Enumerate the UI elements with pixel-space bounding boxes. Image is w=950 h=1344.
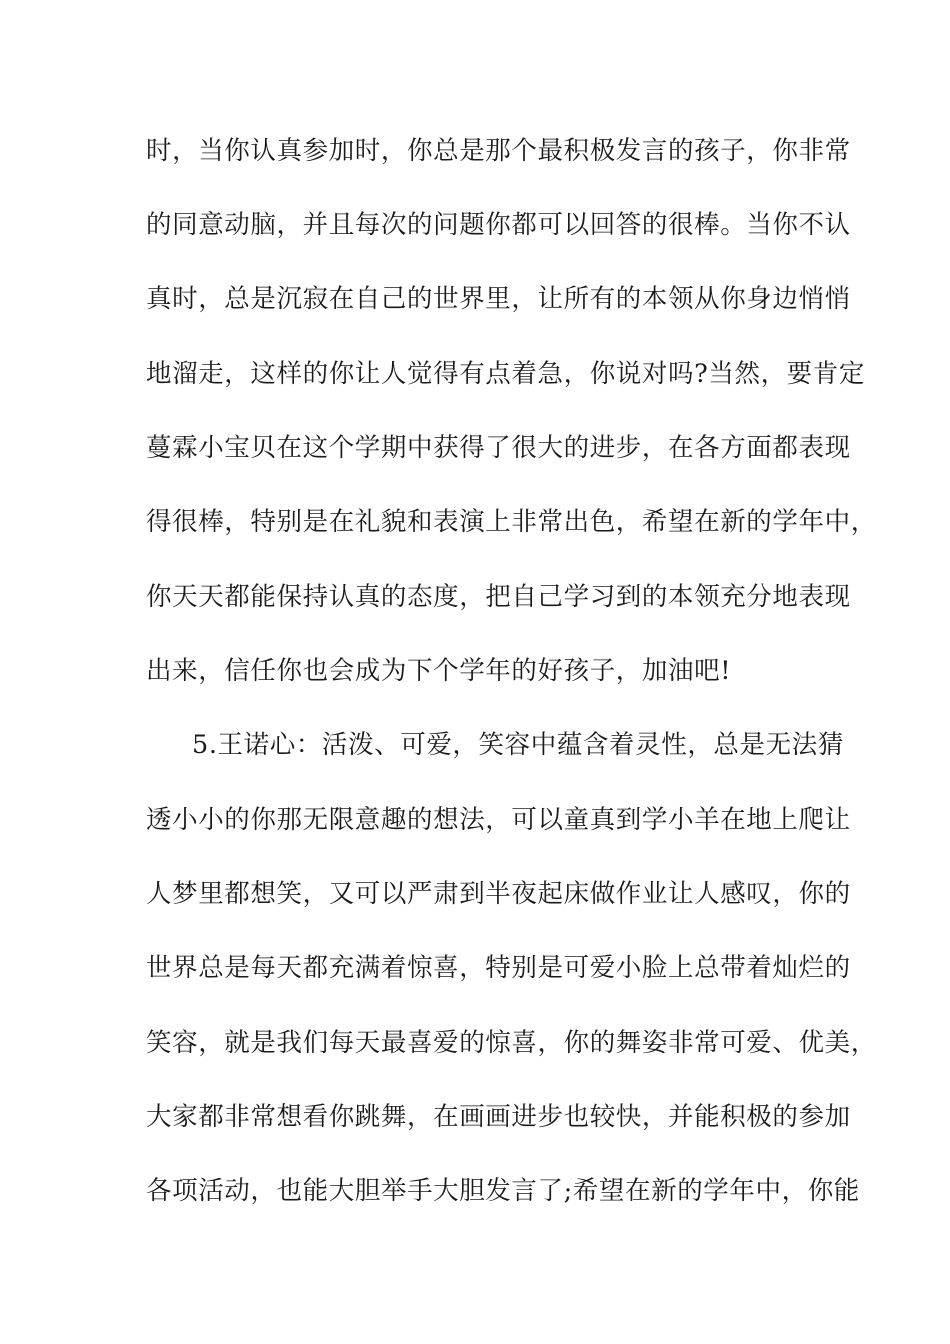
text-line: 人梦里都想笑，又可以严肃到半夜起床做作业让人感叹，你的 [146, 879, 851, 909]
text-line: 的同意动脑，并且每次的问题你都可以回答的很棒。当你不认 [146, 210, 851, 240]
text-line: 你天天都能保持认真的态度，把自己学习到的本领充分地表现 [146, 582, 851, 612]
text-line: 地溜走，这样的你让人觉得有点着急，你说对吗?当然，要肯定 [146, 359, 865, 389]
paragraph-first-line: 5.王诺心：活泼、可爱，笑容中蕴含着灵性，总是无法猜 [192, 730, 844, 760]
text-line: 得很棒，特别是在礼貌和表演上非常出色，希望在新的学年中， [146, 507, 877, 537]
text-line: 世界总是每天都充满着惊喜，特别是可爱小脸上总带着灿烂的 [146, 953, 851, 983]
text-line: 各项活动，也能大胆举手大胆发言了;希望在新的学年中，你能 [146, 1176, 860, 1206]
text-line: 大家都非常想看你跳舞，在画画进步也较快，并能积极的参加 [146, 1102, 851, 1132]
text-line: 笑容，就是我们每天最喜爱的惊喜，你的舞姿非常可爱、优美， [146, 1028, 877, 1058]
text-line: 蔓霖小宝贝在这个学期中获得了很大的进步，在各方面都表现 [146, 433, 851, 463]
text-line: 真时，总是沉寂在自己的世界里，让所有的本领从你身边悄悄 [146, 284, 851, 314]
text-line: 出来，信任你也会成为下个学年的好孩子，加油吧! [146, 656, 732, 686]
text-line: 时，当你认真参加时，你总是那个最积极发言的孩子，你非常 [146, 136, 851, 166]
text-line: 透小小的你那无限意趣的想法，可以童真到学小羊在地上爬让 [146, 805, 851, 835]
